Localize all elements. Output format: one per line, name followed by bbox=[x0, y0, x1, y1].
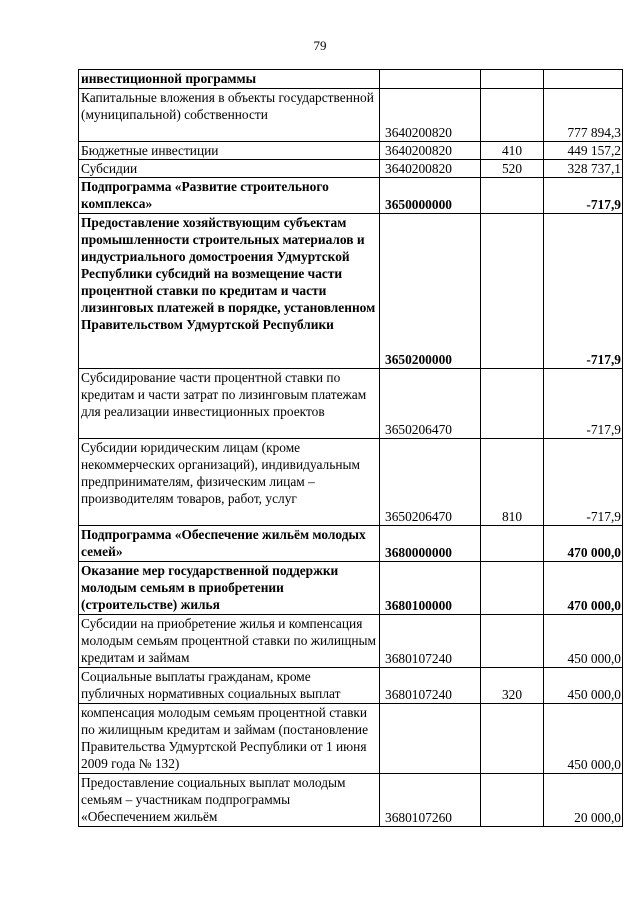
row-name: Субсидирование части процентной ставки по кредитам и части затрат по лизинговым платежам для реализации инвестиционных проектов bbox=[79, 369, 380, 439]
table-row bbox=[79, 615, 623, 668]
row-expense-type bbox=[481, 70, 544, 89]
row-code: 3680107260 bbox=[380, 774, 481, 827]
row-name: инвестиционной программы bbox=[79, 70, 380, 89]
row-name: Оказание мер государственной поддержки молодым семьям в приобретении (строительстве) жилья bbox=[79, 562, 380, 615]
row-name: Предоставление социальных выплат молодым семьям – участникам подпрограммы «Обеспечением жильём bbox=[79, 774, 380, 827]
row-code: 3680107240 bbox=[380, 668, 481, 704]
table-row bbox=[79, 214, 623, 369]
table-row bbox=[79, 668, 623, 704]
row-code: 3650200000 bbox=[380, 214, 481, 369]
row-code bbox=[380, 70, 481, 89]
row-expense-type: 410 bbox=[481, 142, 544, 160]
budget-table bbox=[78, 69, 623, 827]
table-row bbox=[79, 89, 623, 142]
row-amount: 470 000,0 bbox=[544, 562, 623, 615]
row-code: 3650206470 bbox=[380, 369, 481, 439]
row-amount: -717,9 bbox=[544, 214, 623, 369]
table-row bbox=[79, 774, 623, 827]
row-name: Социальные выплаты гражданам, кроме публичных нормативных социальных выплат bbox=[79, 668, 380, 704]
row-amount: 450 000,0 bbox=[544, 615, 623, 668]
table-row bbox=[79, 704, 623, 774]
table-row bbox=[79, 526, 623, 562]
row-expense-type bbox=[481, 89, 544, 142]
row-expense-type bbox=[481, 774, 544, 827]
row-name: Подпрограмма «Развитие строительного комплекса» bbox=[79, 178, 380, 214]
row-code: 3650206470 bbox=[380, 439, 481, 526]
row-amount: -717,9 bbox=[544, 439, 623, 526]
row-expense-type bbox=[481, 369, 544, 439]
row-amount: -717,9 bbox=[544, 369, 623, 439]
row-name: Субсидии на приобретение жилья и компенсация молодым семьям процентной ставки по жилищным кредитам и займам bbox=[79, 615, 380, 668]
row-name: Субсидии юридическим лицам (кроме некоммерческих организаций), индивидуальным предпринимателям, физическим лицам – производителям товаров, работ, услуг bbox=[79, 439, 380, 526]
row-code: 3650000000 bbox=[380, 178, 481, 214]
row-amount: 450 000,0 bbox=[544, 704, 623, 774]
row-amount: 777 894,3 bbox=[544, 89, 623, 142]
table-row bbox=[79, 439, 623, 526]
table-row bbox=[79, 70, 623, 89]
row-name: Капитальные вложения в объекты государственной (муниципальной) собственности bbox=[79, 89, 380, 142]
row-code bbox=[380, 704, 481, 774]
row-amount: 328 737,1 bbox=[544, 160, 623, 178]
row-expense-type: 320 bbox=[481, 668, 544, 704]
row-name: компенсация молодым семьям процентной ставки по жилищным кредитам и займам (постановление Правительства Удмуртской Республики от 1 июня 2009 года № 132) bbox=[79, 704, 380, 774]
row-amount: -717,9 bbox=[544, 178, 623, 214]
row-code: 3640200820 bbox=[380, 160, 481, 178]
row-amount: 450 000,0 bbox=[544, 668, 623, 704]
table-row bbox=[79, 142, 623, 160]
row-name: Предоставление хозяйствующим субъектам промышленности строительных материалов и индустриального домостроения Удмуртской Республики субсидий на возмещение части процентной ставки по кредитам и части лизинговых платежей в порядке, установленном Правительством Удмуртской Республики bbox=[79, 214, 380, 369]
row-amount: 20 000,0 bbox=[544, 774, 623, 827]
row-code: 3680100000 bbox=[380, 562, 481, 615]
row-expense-type bbox=[481, 704, 544, 774]
row-amount: 449 157,2 bbox=[544, 142, 623, 160]
table-row bbox=[79, 562, 623, 615]
row-expense-type bbox=[481, 615, 544, 668]
row-name: Субсидии bbox=[79, 160, 380, 178]
row-amount: 470 000,0 bbox=[544, 526, 623, 562]
row-expense-type bbox=[481, 214, 544, 369]
row-amount bbox=[544, 70, 623, 89]
row-code: 3640200820 bbox=[380, 142, 481, 160]
row-expense-type: 810 bbox=[481, 439, 544, 526]
row-expense-type bbox=[481, 178, 544, 214]
row-expense-type: 520 bbox=[481, 160, 544, 178]
table-row bbox=[79, 369, 623, 439]
row-name: Подпрограмма «Обеспечение жильём молодых семей» bbox=[79, 526, 380, 562]
table-row bbox=[79, 160, 623, 178]
row-expense-type bbox=[481, 526, 544, 562]
row-name: Бюджетные инвестиции bbox=[79, 142, 380, 160]
row-code: 3680000000 bbox=[380, 526, 481, 562]
page-number: 79 bbox=[313, 38, 327, 53]
row-code: 3680107240 bbox=[380, 615, 481, 668]
row-code: 3640200820 bbox=[380, 89, 481, 142]
table-row bbox=[79, 178, 623, 214]
row-expense-type bbox=[481, 562, 544, 615]
